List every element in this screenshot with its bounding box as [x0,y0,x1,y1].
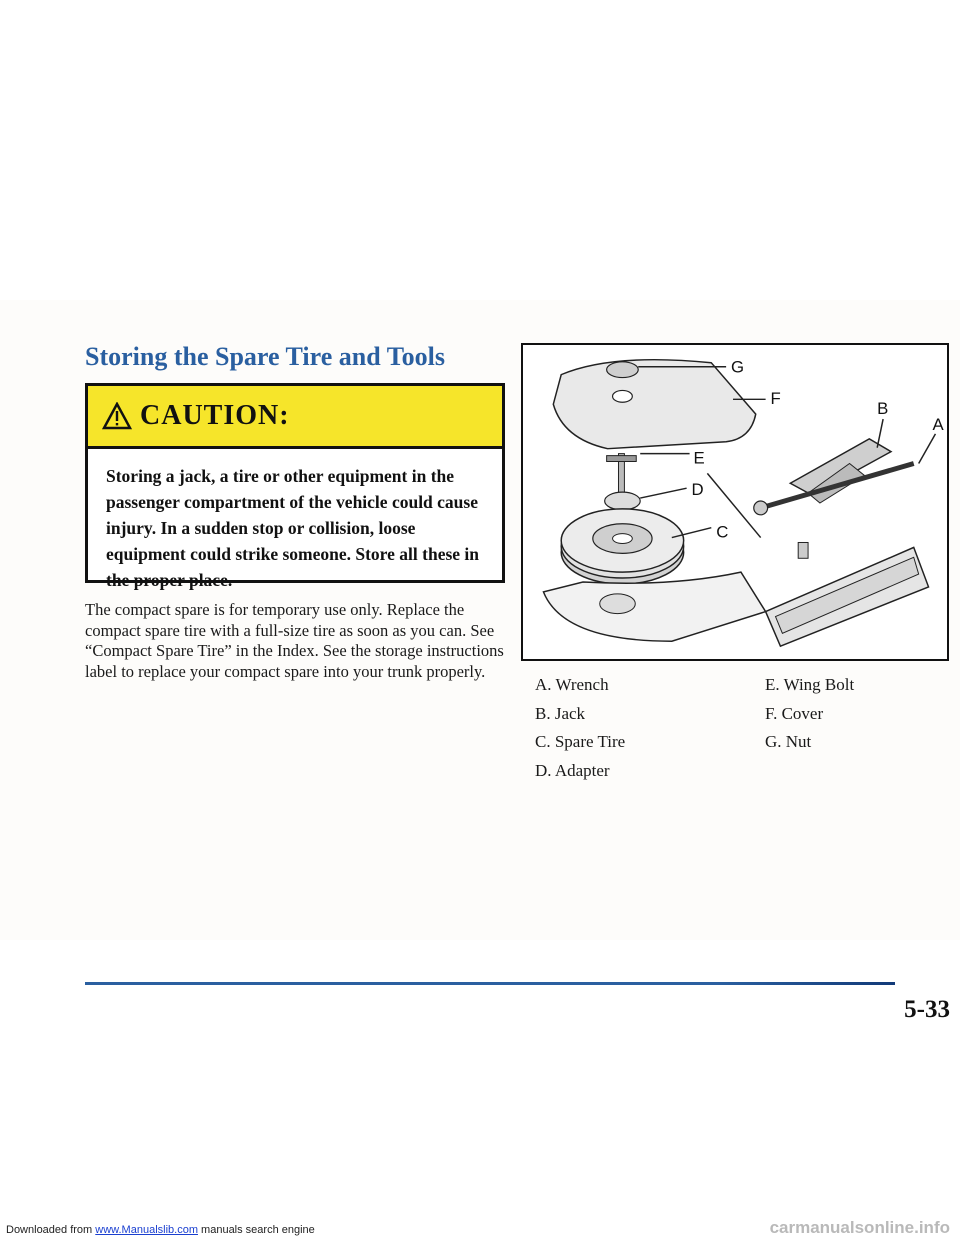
callout-f: F [770,389,781,409]
callout-b: B [877,399,889,419]
download-suffix: manuals search engine [201,1224,315,1236]
legend-item-a: A. Wrench [535,675,609,694]
callout-e: E [693,448,705,468]
legend-right-column [765,675,854,761]
manualslib-link[interactable]: www.Manualslib.com [95,1224,198,1236]
callout-d: D [691,480,704,500]
legend-item-e: E. Wing Bolt [765,675,855,694]
cover-shape [553,357,755,449]
legend-item-g: G. Nut [765,732,812,751]
callout-c: C [716,522,729,542]
warning-triangle-icon [102,402,132,430]
caution-box [85,383,505,590]
download-attribution [6,1224,315,1236]
nut-shape [607,362,639,378]
section-title: Storing the Spare Tire and Tools [85,342,446,371]
wing-bolt-head-shape [607,456,637,462]
caution-text: Storing a jack, a tire or other equipment in the passenger compartment of the vehicle could cause injury. In a sudden stop or collision, loose equipment could strike someone. Store all these in the proper place. [106,466,480,590]
footer-rule [85,982,895,985]
legend-item-b: B. Jack [535,703,586,723]
caution-title: CAUTION: [140,400,290,431]
caution-header [88,386,502,449]
trunk-floor-shape [543,572,765,641]
callout-g: G [731,357,745,377]
legend-item-f: F. Cover [765,703,824,723]
spare-tire-storage-illustration [521,343,949,661]
cover-hole-shape [613,390,633,402]
legend-item-d: D. Adapter [535,760,610,780]
watermark: carmanualsonline.info [769,1218,950,1237]
adapter-shape [605,492,641,510]
body-paragraph: The compact spare is for temporary use only. Replace the compact spare tire with a full-size tire as soon as you can. See “Compact Spare Tire” in the Index. See the storage instructions label to replace your compact spare into your trunk properly. [85,600,504,681]
legend-item-c: C. Spare Tire [535,732,626,751]
callout-a: A [932,414,944,434]
download-prefix: Downloaded from [6,1224,93,1236]
storage-diagram [523,345,947,659]
legend-left-column [535,675,625,789]
page-number: 5-33 [904,996,950,1023]
